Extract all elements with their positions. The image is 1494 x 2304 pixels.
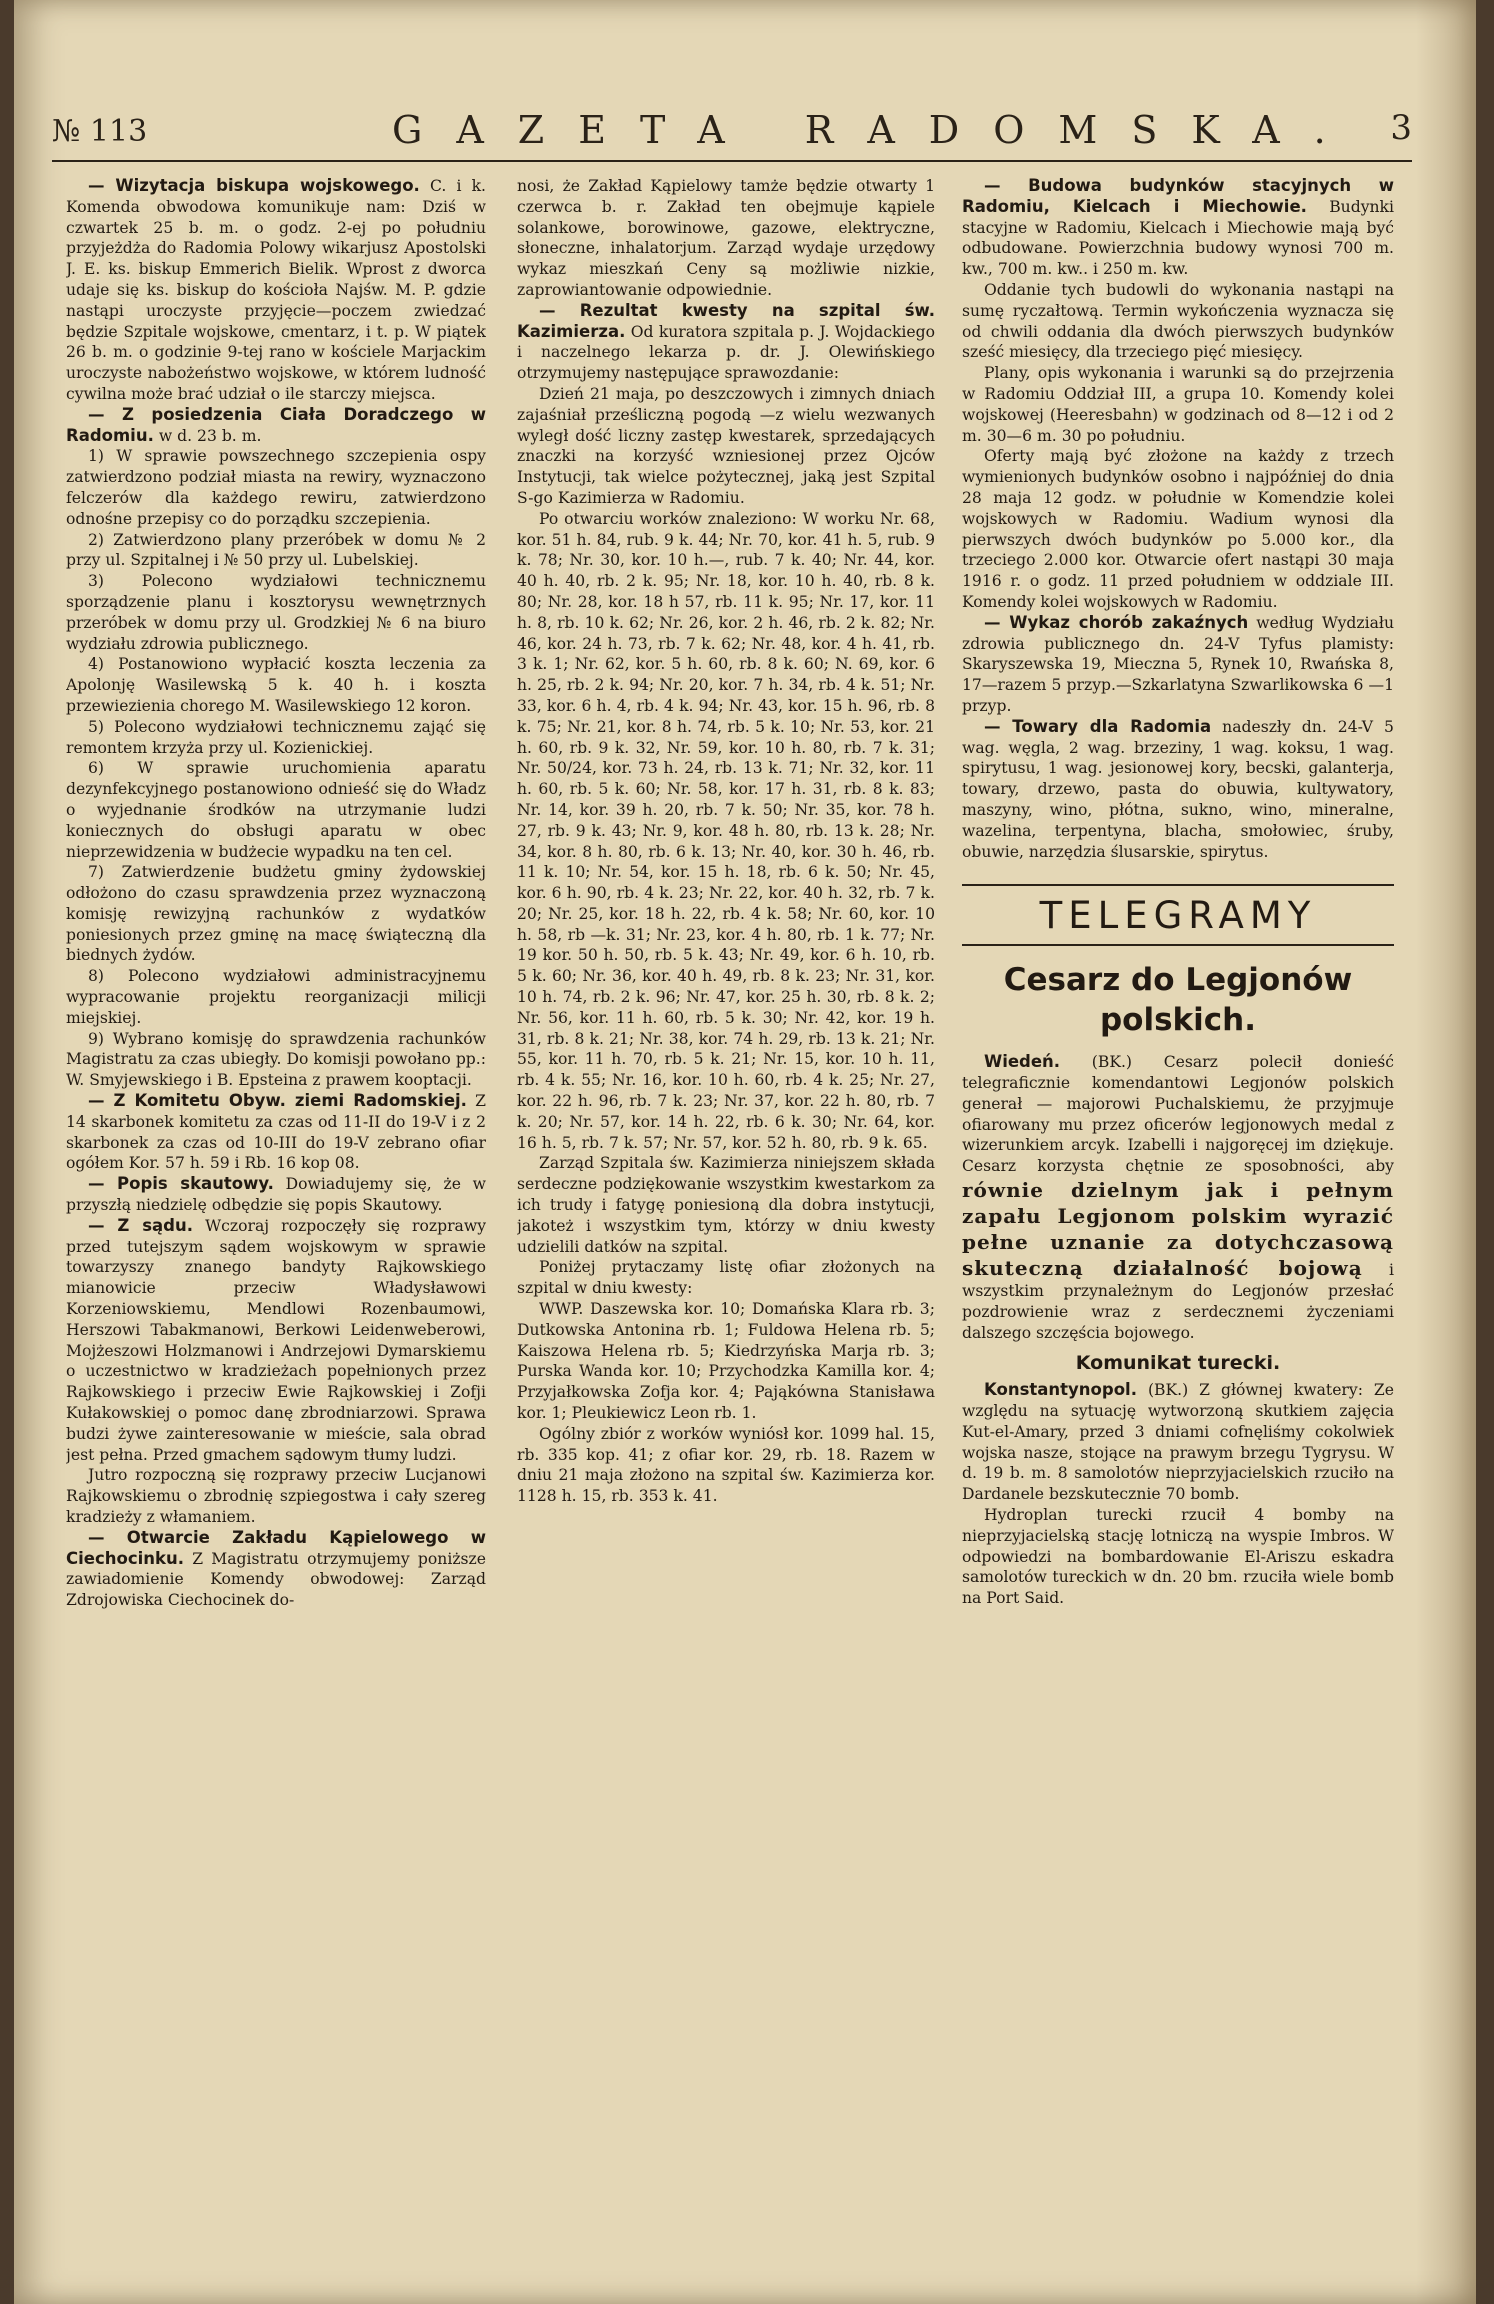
page-edge-shading [1416,0,1476,2304]
article-paragraph [66,862,486,966]
article-heading: — Budowa budynków stacyjnych w Radomiu, Kielcach i Miechowie. [962,176,1394,216]
article-paragraph [66,571,486,654]
article-text: Dzień 21 maja, po deszczowych i zimnych dniach zajaśniał prześliczną pogodą —z wielu wezwanych wyległ dość liczny zastęp kwestarek, sprzedających znaczki na korzyść wzniesionej przez Ojców Instytucji, tak wielce pożytecznej, jaką jest Szpital S-go Kazimierza w Radomiu. [517,384,935,507]
article-heading: — Z sądu. [88,1215,194,1235]
telegram-dateline: Konstantynopol. [984,1380,1137,1400]
column-3-news [962,176,1394,862]
article-paragraph [517,384,935,509]
turkish-communique-heading: Komunikat turecki. [1075,1352,1281,1375]
telegram-emphasis: równie dzielnym jak i pełnym zapału Legjonom polskim wyrazić pełne uznanie za dotychczasową skuteczną działalność bojową [962,1178,1394,1281]
article-text: 1) W sprawie powszechnego szczepienia ospy zatwierdzono podział miasta na rewiry, wyznaczono felczerów dla każdego rewiru, zatwierdzono odnośne przepisy co do porządku szczepienia. [66,447,486,528]
issue-number: № 113 [52,114,148,149]
article-paragraph [66,176,486,405]
article-heading: — Popis skautowy. [88,1174,274,1194]
article-text: Z 14 skarbonek komitetu za czas od 11-II do 19-V i z 2 skarbonek za czas od 10-III do 19-V zebrano ofiar ogółem Kor. 57 h. 59 i Rb. 16 kop 08. [66,1092,486,1173]
article-text: Dowiadujemy się, że w przyszłą niedzielę odbędzie się popis Skautowy. [66,1175,486,1215]
article-text: Budynki stacyjne w Radomiu, Kielcach i Miechowie mają być odbudowane. Powierzchnia budowy wynosi 700 m. kw., 700 m. kw.. i 250 m. kw. [962,197,1394,279]
article-text: 7) Zatwierdzenie budżetu gminy żydowskiej odłożono do czasu sprawdzenia przez wyznaczoną komisję rewizyjną rachunków z wydatków poniesionych przez gminę na macę świąteczną dla biednych żydów. [66,863,486,965]
article-paragraph [962,613,1394,717]
article-text: 8) Polecono wydziałowi administracyjnemu wypracowanie projektu reorganizacji milicji miejskiej. [66,967,486,1027]
page-number: 3 [1390,108,1412,148]
article-text: Plany, opis wykonania i warunki są do przejrzenia w Radomiu Oddział III, a grupa 10. Komendy kolei wojskowej (Heeresbahn) w godzinach od 8—12 i od 2 m. 30—6 m. 30 po południu. [962,364,1394,445]
article-paragraph [66,758,486,862]
telegram-headline: Cesarz do Legjonów polskich. [1003,962,1353,1039]
article-text: nosi, że Zakład Kąpielowy tamże będzie otwarty 1 czerwca b. r. Zakład ten obejmuje kąpiele solankowe, borowinowe, gazowe, elektryczne, słoneczne, inhalatorjum. Zarząd wydaje urzędowy wykaz mieszkań Ceny są możliwie nizkie, zaprowiantowanie odpowiednie. [517,177,935,299]
article-heading: — Wykaz chorób zakaźnych [984,612,1249,632]
article-paragraph [517,1153,935,1257]
article-paragraph [66,530,486,572]
article-text: 3) Polecono wydziałowi technicznemu sporządzenie planu i kosztorysu wewnętrznych przeróbek w domu przy ul. Grodzkiej № 6 na biuro wydziału zdrowia publicznego. [66,572,486,653]
article-paragraph [66,1029,486,1091]
article-text: Zarząd Szpitala św. Kazimierza niniejszem składa serdeczne podziękowanie wszystkim kwestarkom za ich trudy i fatygę poniesioną dla dobra instytucji, jakoteż i wszystkim tym, którzy w dniu kwesty udzielili datków na szpital. [517,1154,935,1256]
article-heading: — Towary dla Radomia [984,716,1212,736]
masthead [52,108,1472,168]
article-heading: — Wizytacja biskupa wojskowego. [88,176,420,195]
article-paragraph [962,363,1394,446]
article-paragraph [66,1528,486,1611]
article-paragraph [517,176,935,301]
telegram-paragraph [962,1380,1394,1505]
article-text: 4) Postanowiono wypłacić koszta leczenia za Apolonję Wasilewską 5 k. 40 h. i koszta przewiezienia chorego M. Wasilewskiego 12 koron. [66,655,486,715]
article-text: Jutro rozpoczną się rozprawy przeciw Lucjanowi Rajkowskiemu o zbrodnię szpiegostwa i cały szereg kradzieży z włamaniem. [66,1466,486,1526]
article-paragraph [66,1174,486,1216]
article-paragraph [66,966,486,1028]
article-paragraph [517,301,935,384]
article-paragraph [66,654,486,716]
article-text: Oferty mają być złożone na każdy z trzech wymienionych budynków osobno i najpóźniej do dnia 28 maja 12 godz. w południe w Komendzie kolei wojskowych w Radomiu. Wadium wynosi dla pierwszych dwóch budynków po 5.000 kor., dla trzeciego 2.000 kor. Otwarcie ofert nastąpi 30 maja 1916 r. o godz. 11 przed południem w oddziale III. Komendy kolei wojskowych w Radomiu. [962,447,1394,611]
column-3 [962,176,1394,2286]
article-text: 2) Zatwierdzono plany przeróbek w domu № 2 przy ul. Szpitalnej i № 50 przy ul. Lubelskiej. [66,530,486,570]
article-paragraph [517,509,935,1154]
article-paragraph [962,176,1394,280]
telegram-text: (BK.) Cesarz polecił donieść telegraficznie komendantowi Legjonów polskich generał — majorowi Puchalskiemu, że przyjmuje ofiarowany mu przez oficerów legjonowych medal z wizerunkiem arcyk. Izabelli i najgoręcej im dziękuje. Cesarz korzysta chętnie ze sposobności, aby [962,1053,1394,1176]
article-text: Wczoraj rozpoczęły się rozprawy przed tutejszym sądem wojskowym w sprawie towarzyszy znanego bandyty Rajkowskiego mianowicie przeciw Władysławowi Korzeniowskiemu, Mendlowi Rozenbaumowi, Herszowi Tabakmanowi, Berkowi Leidenweberowi, Mojżeszowi Holzmanowi i Andrzejowi Dymarskiemu o uczestnictwo w kradzieżach popełnionych przez Rajkowskiego i przeciw Ewie Rajkowskiej i Zofji Kułakowskiej o pomoc danę zbrodniarzowi. Sprawa budzi żywe zainteresowanie w mieście, sala obrad jest pełna. Przed gmachem sądowym tłumy ludzi. [66,1216,486,1464]
article-text: Po otwarciu worków znaleziono: W worku Nr. 68, kor. 51 h. 84, rub. 9 k. 44; Nr. 70, kor. 41 h. 5, rub. 9 k. 78; Nr. 30, kor. 10 h.—, rub. 7 k. 40; Nr. 44, kor. 40 h. 40, rb. 2 k. 95; Nr. 18, kor. 10 h. 40, rb. 8 k. 80; Nr. 28, kor. 18 h 57, rb. 11 k. 95; Nr. 17, kor. 11 h. 8, rb. 10 k. 62; Nr. 26, kor. 2 h. 46, rb. 2 k. 82; Nr. 46, kor. 24 h. 73, rb. 7 k. 62; Nr. 48, kor. 4 h. 41, rb. 3 k. 1; Nr. 62, kor. 5 h. 60, rb. 8 k. 60; N. 69, kor. 6 h. 25, rb. 2 k. 94; Nr. 20, kor. 7 h. 34, rb. 4 k. 51; Nr. 33, kor. 6 h. 4, rb. 4 k. 94; Nr. 43, kor. 15 h. 96, rb. 8 k. 75; Nr. 21, kor. 8 h. 74, rb. 5 k. 10; Nr. 53, kor. 21 h. 60, rb. 9 k. 32, Nr. 59, kor. 10 h. 80, rb. 7 k. 31; Nr. 50/24, kor. 73 h. 24, rb. 13 k. 71; Nr. 32, kor. 11 h. 60, rb. 5 k. 60; Nr. 58, kor. 17 h. 31, rb. 8 k. 83; Nr. 14, kor. 39 h. 20, rb. 7 k. 50; Nr. 35, kor. 78 h. 27, rb. 9 k. 43; Nr. 9, kor. 48 h. 80, rb. 13 k. 28; Nr. 34, kor. 8 h. 80, rb. 6 k. 13; Nr. 40, kor. 30 h. 46, rb. 11 k. 10; Nr. 54, kor. 15 h. 18, rb. 6 k. 50; Nr. 45, kor. 6 h. 90, rb. 4 k. 23; Nr. 22, kor. 40 h. 32, rb. 7 k. 20; Nr. 25, kor. 18 h. 22, rb. 4 k. 58; Nr. 60, kor. 10 h. 58, rb —k. 31; Nr. 23, kor. 4 h. 80, rb. 1 k. 77; Nr. 19 kor. 50 h. 50, rb. 5 k. 43; Nr. 49, kor. 6 h. 10, rb. 5 k. 60; Nr. 36, kor. 40 h. 49, rb. 8 k. 23; Nr. 31, kor. 10 h. 74, rb. 2 k. 96; Nr. 47, kor. 25 h. 30, rb. 8 k. 2; Nr. 56, kor. 11 h. 60, rb. 5 k. 30; Nr. 42, kor. 19 h. 31, rb. 8 k. 21; Nr. 38, kor. 74 h. 29, rb. 13 k. 21; Nr. 55, kor. 11 h. 70, rb. 5 k. 21; Nr. 15, kor. 10 h. 11, rb. 4 k. 55; Nr. 16, kor. 10 h. 60, rb. 4 k. 25; Nr. 27, kor. 22 h. 96, rb. 7 k. 23; Nr. 37, kor. 22 h. 80, rb. 7 k. 20; Nr. 57, kor. 14 h. 22, rb. 6 k. 30; Nr. 64, kor. 16 h. 5, rb. 7 k. 57; Nr. 57, kor. 52 h. 80, rb. 9 k. 65. [517,509,935,1152]
article-text: Od kuratora szpitala p. J. Wojdackiego i naczelnego lekarza p. dr. J. Olewińskiego otrzymujemy następujące sprawozdanie: [517,322,935,383]
column-2 [517,176,935,2286]
telegram-dateline: Wiedeń. [984,1052,1061,1072]
article-paragraph [962,717,1394,863]
article-text: C. i k. Komenda obwodowa komunikuje nam: Dziś w czwartek 25 b. m. o godz. 2-ej po południu przyjeżdża do Radomia Polowy wikarjusz Apostolski J. E. ks. biskup Emmerich Bielik. Wprost z dworca udaje się ks. biskup do kościoła Najśw. M. P. gdzie nastąpi uroczyste przyjęcie—poczem zwiedzać będzie Szpitale wojskowe, cmentarz, i t. p. W piątek 26 b. m. o godzinie 9-tej rano w kościele Marjackim uroczyste nabożeństwo wojskowe, w którem ludność cywilna może brać udział o ile starczy miejsca. [66,177,486,403]
article-paragraph [962,446,1394,612]
article-text: Poniżej prytaczamy listę ofiar złożonych na szpital w dniu kwesty: [517,1258,935,1298]
article-text: nadeszły dn. 24-V 5 wag. węgla, 2 wag. brzeziny, 1 wag. koksu, 1 wag. spirytusu, 1 wag. jesionowej kory, becski, galanterja, towary, drzewo, pasta do obuwia, kultywatory, maszyny, wino, płótna, sukno, wino, mineralne, wazelina, terpentyna, blacha, smołowiec, śruby, obuwie, narzędzia ślusarskie, spirytus. [962,717,1394,861]
header-rule [52,160,1412,162]
article-paragraph [66,717,486,759]
newspaper-title: GAZETA RADOMSKA. [392,108,1360,152]
article-paragraph [962,280,1394,363]
telegrams-banner: TELEGRAMY [962,884,1394,946]
article-paragraph [66,1216,486,1466]
newspaper-page [14,0,1476,2304]
article-text: według Wydziału zdrowia publicznego dn. 24-V Tyfus plamisty: Skaryszewska 19, Mieczna 5, Rynek 10, Rwańska 8, 17—razem 5 przyp.—Szkarlatyna Szwarlikowska 6 —1 przyp. [962,613,1394,715]
telegram-paragraph: Hydroplan turecki rzucił 4 bomby na nieprzyjacielską stację lotniczą na wyspie Imbros. W odpowiedzi na bombardowanie El-Ariszu eskadra samolotów tureckich w dn. 20 bm. rzuciła wiele bomb na Port Said. [962,1506,1394,1608]
article-paragraph [66,446,486,529]
article-heading: — Z Komitetu Obyw. ziemi Radomskiej. [88,1091,467,1111]
article-text: Oddanie tych budowli do wykonania nastąpi na sumę ryczałtową. Termin wykończenia wyznacza się od chwili oddania dla dwóch pierwszych budynków sześć miesięcy, dla trzeciego pięć miesięcy. [962,280,1394,362]
column-1 [66,176,486,2286]
telegram-text-end: i wszystkim przynależnym do Legjonów przesłać pozdrowienie wraz z serdecznemi życzeniami dalszego szczęścia bojowego. [962,1261,1394,1342]
article-text: Z Magistratu otrzymujemy poniższe zawiadomienie Komendy obwodowej: Zarząd Zdrojowiska Ciechocinek do- [66,1549,486,1610]
article-paragraph [66,1465,486,1527]
article-heading: — Otwarcie Zakładu Kąpielowego w Ciechocinku. [66,1527,486,1568]
article-text: 6) W sprawie uruchomienia aparatu dezynfekcyjnego postanowiono odnieść się do Władz o wyjednanie środków na utrzymanie ludzi koniecznych do obsługi aparatu w obec nieprzewidzenia w budżecie wypadku na ten cel. [66,759,486,861]
article-paragraph [517,1257,935,1299]
article-paragraph [66,405,486,447]
article-text: w d. 23 b. m. [158,426,262,445]
article-text: 5) Polecono wydziałowi technicznemu zająć się remontem krzyża przy ul. Kozienickiej. [66,717,486,757]
article-text: 9) Wybrano komisję do sprawdzenia rachunków Magistratu za czas ubiegły. Do komisji powołano pp.: W. Smyjewskiego i B. Epsteina z prawem kooptacji. [66,1029,486,1090]
article-paragraph [517,1424,935,1507]
article-paragraph [517,1299,935,1424]
telegram-text: (BK.) Z głównej kwatery: Ze względu na sytuację wytworzoną skutkiem zajęcia Kut-el-Amary, przed 3 dniami cofnęliśmy cokolwiek wojska nasze, stojące na prawym brzegu Tygrysu. W d. 19 b. m. 8 samolotów nieprzyjacielskich rzuciło na Dardanele bezskutecznie 70 bomb. [962,1381,1394,1504]
article-paragraph [66,1091,486,1174]
article-text: WWP. Daszewska kor. 10; Domańska Klara rb. 3; Dutkowska Antonina rb. 1; Fuldowa Helena rb. 5; Kaiszowa Helena rb. 5; Kiedrzyńska Marja rb. 3; Purska Wanda kor. 10; Przychodzka Kamilla kor. 4; Przyjałkowska Zofja kor. 4; Pająkówna Stanisława kor. 1; Pleukiewicz Leon rb. 1. [517,1300,935,1423]
article-text: Ogólny zbiór z worków wyniósł kor. 1099 hal. 15, rb. 335 kop. 41; z ofiar kor. 29, rb. 18. Razem w dniu 21 maja złożono na szpital św. Kazimierza kor. 1128 h. 15, rb. 353 k. 41. [517,1424,935,1506]
telegram-paragraph [962,1052,1394,1343]
article-heading: — Z posiedzenia Ciała Doradczego w Radomiu. [66,404,486,445]
article-heading: — Rezultat kwesty na szpital św. Kazimierza. [517,300,935,341]
